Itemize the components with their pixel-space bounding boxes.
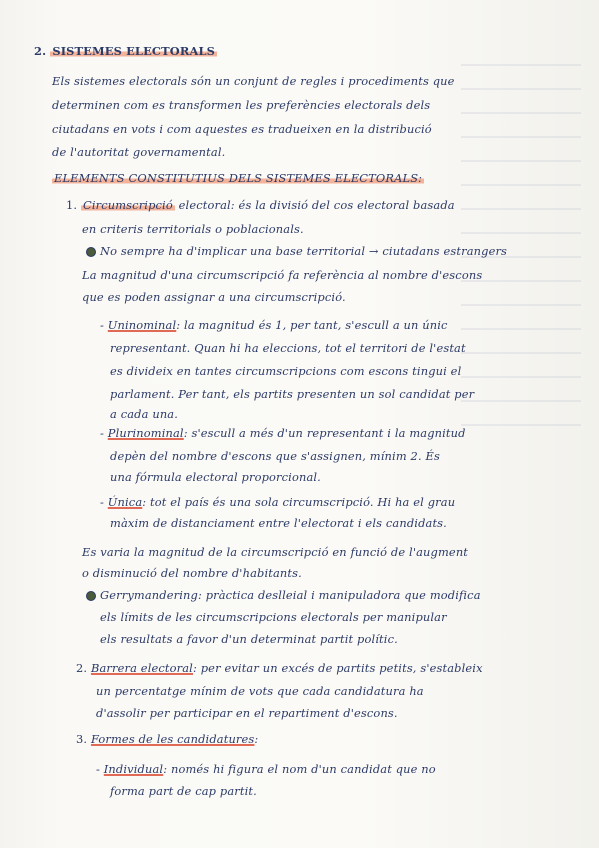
gerry-line: els resultats a favor d'un determinat partit polític. xyxy=(100,632,398,646)
uninominal-line: representant. Quan hi ha eleccions, tot el territori de l'estat xyxy=(110,341,466,355)
unica-text: : tot el país és una sola circumscripció. Hi ha el grau xyxy=(142,495,456,509)
gerry-text: Gerrymandering: pràctica deslleial i manipuladora que modifica xyxy=(100,588,481,602)
gerry-line xyxy=(86,588,481,602)
plurinominal-text: : s'escull a més d'un representant i la magnitud xyxy=(183,426,466,440)
section-title-text: SISTEMES ELECTORALS xyxy=(52,44,215,58)
varia-line: o disminució del nombre d'habitants. xyxy=(82,566,302,580)
item3-term: Formes de les candidatures xyxy=(90,732,255,746)
individual-line: forma part de cap partit. xyxy=(110,784,257,798)
unica-term: Única xyxy=(107,495,143,509)
note-line: La magnitud d'una circumscripció fa referència al nombre d'escons xyxy=(82,268,483,282)
item2-line xyxy=(76,661,483,675)
intro-line: determinen com es transformen les preferències electorals dels xyxy=(52,98,431,112)
intro-line: Els sistemes electorals són un conjunt de regles i procediments que xyxy=(52,74,455,88)
varia-line: Es varia la magnitud de la circumscripció en funció de l'augment xyxy=(82,545,469,559)
item2-line: un percentatge mínim de vots que cada candidatura ha xyxy=(96,684,424,698)
bullet-icon xyxy=(86,247,96,257)
bullet-icon xyxy=(86,591,96,601)
note-line: que es poden assignar a una circumscripció. xyxy=(82,290,346,304)
item1-text: electoral: és la divisió del cos electoral basada xyxy=(174,198,455,212)
uninominal-line: a cada una. xyxy=(110,407,179,421)
uninominal-text: : la magnitud és 1, per tant, s'escull a un únic xyxy=(176,318,448,332)
plurinominal-term: Plurinominal xyxy=(107,426,184,440)
uninominal-line: - Uninominal: la magnitud és 1, per tant, s'escull a un únic xyxy=(100,318,448,332)
item2-line: d'assolir per participar en el repartiment d'escons. xyxy=(96,706,398,720)
individual-line: - Individual: només hi figura el nom d'un candidat que no xyxy=(96,762,436,776)
section-number: 2. xyxy=(34,44,47,58)
note-line xyxy=(86,244,507,258)
uninominal-line: es divideix en tantes circumscripcions com escons tingui el xyxy=(110,364,462,378)
note-text: No sempre ha d'implicar una base territorial → ciutadans estrangers xyxy=(100,244,508,258)
intro-line: de l'autoritat governamental. xyxy=(52,145,226,159)
unica-line: màxim de distanciament entre l'electorat i els candidats. xyxy=(110,516,447,530)
elements-heading-text: ELEMENTS CONSTITUTIUS DELS SISTEMES ELECTORALS: xyxy=(54,171,423,185)
item1-line: en criteris territorials o poblacionals. xyxy=(82,222,304,236)
plurinominal-line: una fórmula electoral proporcional. xyxy=(110,470,321,484)
elements-heading xyxy=(52,171,424,185)
item2-text: : per evitar un excés de partits petits, s'estableix xyxy=(192,661,483,675)
intro-line: ciutadans en vots i com aquestes es tradueixen en la distribució xyxy=(52,122,432,136)
uninominal-line: parlament. Per tant, els partits presenten un sol candidat per xyxy=(110,387,475,401)
individual-text: : només hi figura el nom d'un candidat que no xyxy=(163,762,436,776)
plurinominal-line: - Plurinominal: s'escull a més d'un representant i la magnitud xyxy=(100,426,466,440)
unica-line: - Única: tot el país és una sola circumscripció. Hi ha el grau xyxy=(100,495,456,509)
uninominal-term: Uninominal xyxy=(107,318,177,332)
item3-number: 3. xyxy=(76,732,88,746)
item1-line xyxy=(66,198,455,212)
item1-number: 1. xyxy=(66,198,78,212)
item2-term: Barrera electoral xyxy=(90,661,193,675)
section-title xyxy=(34,44,217,58)
gerry-line: els límits de les circumscripcions electorals per manipular xyxy=(100,610,447,624)
plurinominal-line: depèn del nombre d'escons que s'assignen, mínim 2. És xyxy=(110,449,440,463)
individual-term: Individual xyxy=(103,762,164,776)
item2-number: 2. xyxy=(76,661,88,675)
item1-term: Circumscripció xyxy=(82,198,173,212)
bleed-through-text xyxy=(461,42,581,802)
item3-line: 3. Formes de les candidatures: xyxy=(76,732,259,746)
